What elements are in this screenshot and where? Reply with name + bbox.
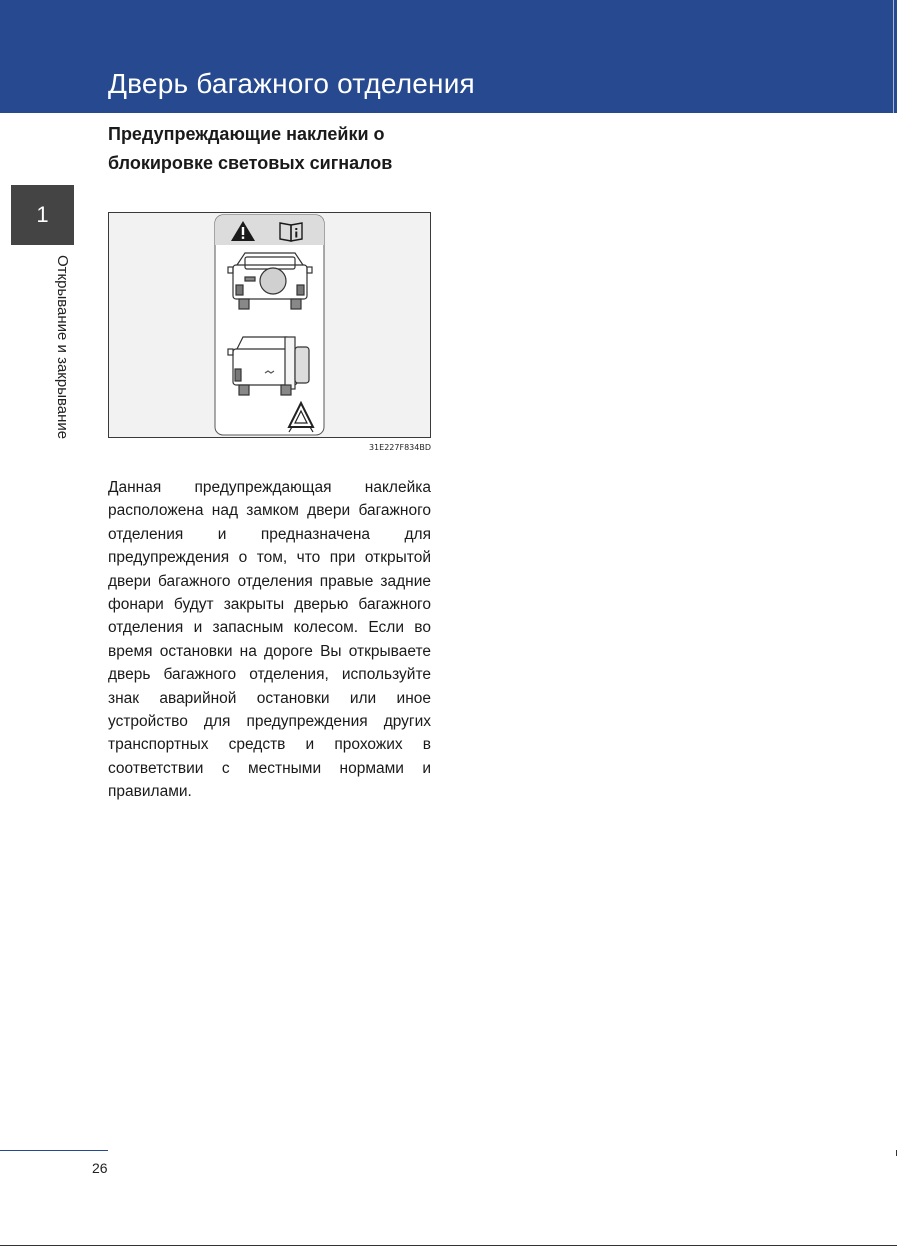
page-header xyxy=(0,0,897,113)
chapter-number: 1 xyxy=(36,202,49,227)
warning-label-figure xyxy=(108,212,431,438)
chapter-tab xyxy=(11,185,74,245)
page-number: 26 xyxy=(92,1160,108,1176)
figure-code: 31E227F834BD xyxy=(368,443,431,452)
bottom-rule xyxy=(0,1245,897,1246)
header-edge-line xyxy=(893,0,894,113)
section-title: Предупреждающие наклейки о блокировке световых сигналов xyxy=(108,124,393,173)
body-paragraph: Данная предупреждающая наклейка расположена над замком двери багажного отделения и предназначена для предупреждения о том, что при открытой двери багажного отделения правые задние фонари будут закрыты дверью багажного отделения и запасным колесом. Если во время остановки на дороге Вы открываете дверь багажного отделения, используйте знак аварийной остановки или иное устройство для предупреждения других транспортных средств и прохожих в соответствии с местными нормами и правилами. xyxy=(108,479,431,801)
page-title: Дверь багажного отделения xyxy=(108,68,475,99)
warning-label-illustration xyxy=(109,213,430,437)
footer-line xyxy=(0,1150,108,1151)
chapter-label: Открывание и закрывание xyxy=(54,255,71,440)
